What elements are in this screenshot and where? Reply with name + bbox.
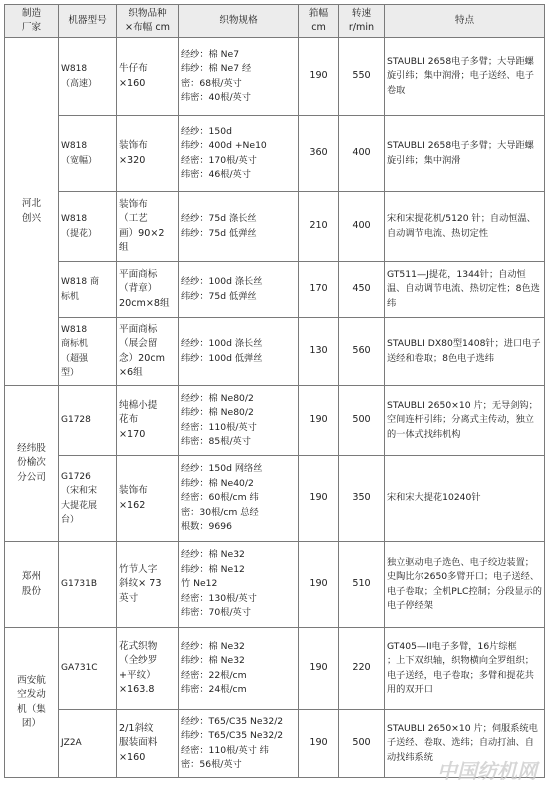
spec-cell: 经纱：150d 网络丝 纬纱：棉 Ne40/2 经密：60根/cm 纬 密：30根/cm 总经 根数：9696 (179, 456, 299, 542)
fabric-cell: 装饰布 ×162 (117, 456, 179, 542)
reed-cell: 170 (299, 262, 339, 318)
maker-cell: 郑州 股份 (5, 542, 59, 628)
model-cell: G1726 （宋和宋 大提花展 台） (59, 456, 117, 542)
speed-cell: 220 (339, 628, 385, 710)
reed-cell: 360 (299, 116, 339, 192)
spec-table-sheet (4, 4, 544, 778)
header-maker: 制造 厂家 (5, 5, 59, 38)
fabric-cell: 装饰布 （工艺 画）90×2 组 (117, 192, 179, 262)
speed-cell: 510 (339, 542, 385, 628)
reed-cell: 190 (299, 542, 339, 628)
model-cell: G1731B (59, 542, 117, 628)
fabric-cell: 2/1斜纹 服装面料 ×160 (117, 710, 179, 778)
spec-cell: 经纱：100d 涤长丝 纬纱：100d 低弹丝 (179, 318, 299, 386)
spec-cell: 经纱：棉 Ne32 纬纱：棉 Ne32 经密：22根/cm 纬密：24根/cm (179, 628, 299, 710)
model-cell: JZ2A (59, 710, 117, 778)
header-model: 机器型号 (59, 5, 117, 38)
table-row (5, 318, 545, 386)
spec-cell: 经纱：棉 Ne32 纬纱：棉 Ne12 竹 Ne12 经密：130根/英寸 纬密：70根/英寸 (179, 542, 299, 628)
fabric-cell: 竹节人字 斜纹× 73 英寸 (117, 542, 179, 628)
model-cell: W818 （高速） (59, 38, 117, 116)
feature-cell: GT405—II电子多臂，16片综框 ；上下双织轴，织物横向全罗组织；电子送经，电子卷取；多臂和提花共用的双开口 (385, 628, 545, 710)
speed-cell: 550 (339, 38, 385, 116)
maker-cell: 西安航 空发动 机（集 团） (5, 628, 59, 778)
model-cell: G1728 (59, 386, 117, 456)
table-row (5, 38, 545, 116)
fabric-cell: 花式织物 （全纱罗 +平纹） ×163.8 (117, 628, 179, 710)
header-fabric: 织物品种 ×布幅 cm (117, 5, 179, 38)
spec-cell: 经纱：75d 涤长丝 纬纱：75d 低弹丝 (179, 192, 299, 262)
fabric-cell: 装饰布 ×320 (117, 116, 179, 192)
reed-cell: 210 (299, 192, 339, 262)
table-row (5, 542, 545, 628)
feature-cell: STAUBLI 2658电子多臂；大导距螺旋引纬；集中润滑 (385, 116, 545, 192)
model-cell: W818 商标机 （超强 型） (59, 318, 117, 386)
spec-cell: 经纱：棉 Ne80/2 纬纱：棉 Ne80/2 经密：110根/英寸 纬密：85根/英寸 (179, 386, 299, 456)
watermark-logo: 中国纺机网 (437, 759, 537, 783)
fabric-cell: 平面商标 （展会留 念）20cm ×6组 (117, 318, 179, 386)
maker-cell: 河北 创兴 (5, 38, 59, 386)
model-cell: W818 商 标机 (59, 262, 117, 318)
table-row (5, 628, 545, 710)
header-spec: 织物规格 (179, 5, 299, 38)
feature-cell: GT511—J提花，1344针；自动恒温、自动调节电流、热切定性；8色选纬 (385, 262, 545, 318)
model-cell: W818 （提花） (59, 192, 117, 262)
speed-cell: 500 (339, 710, 385, 778)
feature-cell: STAUBLI 2658电子多臂；大导距螺旋引纬；集中润滑；电子送经、电子卷取 (385, 38, 545, 116)
speed-cell: 450 (339, 262, 385, 318)
table-row (5, 386, 545, 456)
table-row (5, 456, 545, 542)
feature-cell: 宋和宋提花机/5120 针；自动恒温、自动调节电流、热切定性 (385, 192, 545, 262)
feature-cell: 独立驱动电子选色、电子绞边装置；史陶比尔2650多臂开口；电子送经、电子卷取；全机PLC控制；分段显示的电子停经架 (385, 542, 545, 628)
speed-cell: 400 (339, 192, 385, 262)
maker-cell: 经纬股 份榆次 分公司 (5, 386, 59, 542)
reed-cell: 130 (299, 318, 339, 386)
spec-cell: 经纱：T65/C35 Ne32/2 纬纱：T65/C35 Ne32/2 经密：110根/英寸 纬 密：56根/英寸 (179, 710, 299, 778)
speed-cell: 560 (339, 318, 385, 386)
speed-cell: 500 (339, 386, 385, 456)
feature-cell: 宋和宋大提花10240针 (385, 456, 545, 542)
reed-cell: 190 (299, 386, 339, 456)
loom-spec-table (4, 4, 545, 778)
spec-cell: 经纱：棉 Ne7 纬纱：棉 Ne7 经 密：68根/英寸 纬密：40根/英寸 (179, 38, 299, 116)
spec-cell: 经纱：100d 涤长丝 纬纱：75d 低弹丝 (179, 262, 299, 318)
table-row (5, 262, 545, 318)
reed-cell: 190 (299, 710, 339, 778)
speed-cell: 400 (339, 116, 385, 192)
feature-cell: STAUBLI 2650×10 片；伺服系统电子送经、卷取、选纬；自动打油、自动找纬系统 (385, 710, 545, 778)
reed-cell: 190 (299, 456, 339, 542)
spec-cell: 经纱：150d 纬纱：400d +Ne10 经密：170根/英寸 纬密：46根/英寸 (179, 116, 299, 192)
model-cell: GA731C (59, 628, 117, 710)
feature-cell: STAUBLI 2650×10 片；无导剑钩；空间连杆引纬；分离式主传动，独立的一体式找纬机构 (385, 386, 545, 456)
reed-cell: 190 (299, 628, 339, 710)
table-row (5, 192, 545, 262)
header-speed: 转速 r/min (339, 5, 385, 38)
fabric-cell: 纯棉小提 花布 ×170 (117, 386, 179, 456)
table-row (5, 116, 545, 192)
fabric-cell: 平面商标 （背章） 20cm×8组 (117, 262, 179, 318)
header-row (5, 5, 545, 38)
model-cell: W818 （宽幅） (59, 116, 117, 192)
reed-cell: 190 (299, 38, 339, 116)
fabric-cell: 牛仔布 ×160 (117, 38, 179, 116)
header-features: 特点 (385, 5, 545, 38)
speed-cell: 350 (339, 456, 385, 542)
header-reed-width: 筘幅 cm (299, 5, 339, 38)
feature-cell: STAUBLI DX80型1408针；进口电子送经和卷取；8色电子选纬 (385, 318, 545, 386)
